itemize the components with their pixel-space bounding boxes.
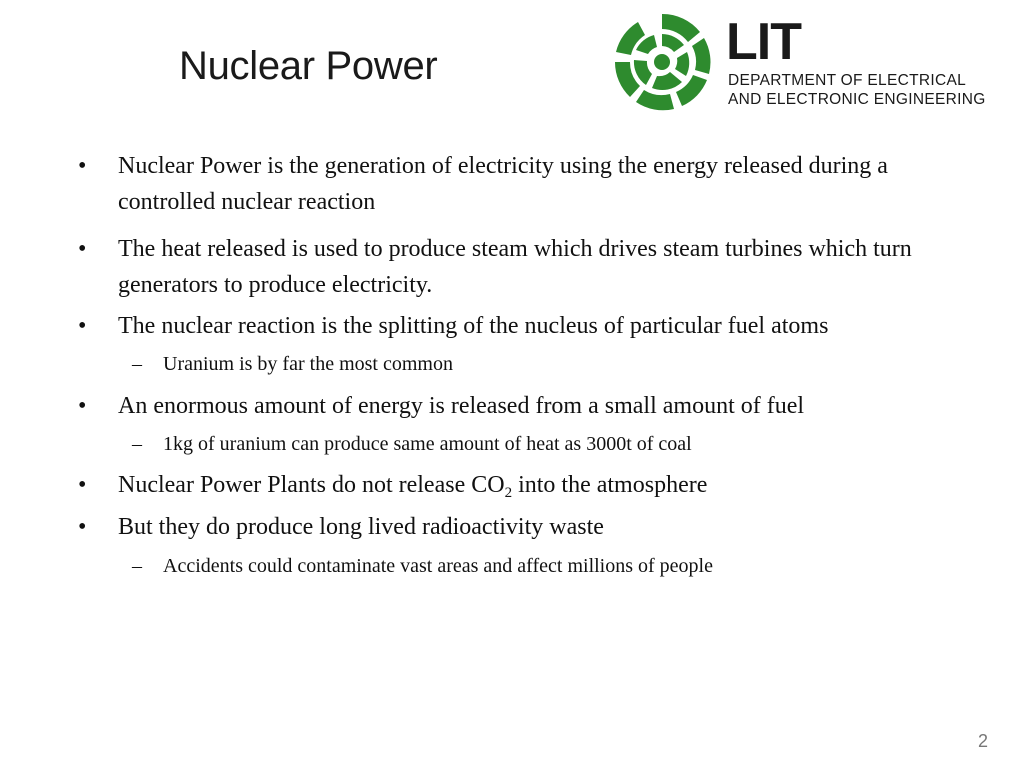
co2-text-after: into the atmosphere [512,472,708,498]
sub-bullet-text: 1kg of uranium can produce same amount of heat as 3000t of coal [163,433,692,455]
co2-text-before: Nuclear Power Plants do not release CO [118,472,505,498]
logo-department-line1: DEPARTMENT OF ELECTRICAL [728,72,967,89]
bullet-text: Nuclear Power is the generation of electricity using the energy released during a controlled nuclear reaction [118,153,888,215]
bullet-text: But they do produce long lived radioactivity waste [118,514,604,540]
bullet-marker: • [78,514,87,540]
bullet-text: The heat released is used to produce steam which drives steam turbines which turn generators to produce electricity. [118,236,912,298]
bullet-marker: • [78,153,87,179]
bullet-marker: • [78,472,87,498]
bullet-text: An enormous amount of energy is released from a small amount of fuel [118,393,805,419]
page-number: 2 [977,731,988,751]
sub-bullet-marker: – [132,433,142,455]
sub-bullet-marker: – [132,555,142,577]
slide-title: Nuclear Power [179,44,438,88]
sub-bullet-text: Accidents could contaminate vast areas and affect millions of people [163,555,713,577]
co2-subscript: 2 [504,485,513,501]
bullet-marker: • [78,236,87,262]
logo-department-line2: AND ELECTRONIC ENGINEERING [728,91,986,108]
logo-wordmark: LIT [726,13,801,71]
sub-bullet-marker: – [132,353,142,375]
bullet-text: The nuclear reaction is the splitting of the nucleus of particular fuel atoms [118,313,829,339]
bullet-marker: • [78,393,87,419]
sub-bullet-text: Uranium is by far the most common [163,353,453,375]
bullet-text [118,467,978,503]
bullet-marker: • [78,313,87,339]
